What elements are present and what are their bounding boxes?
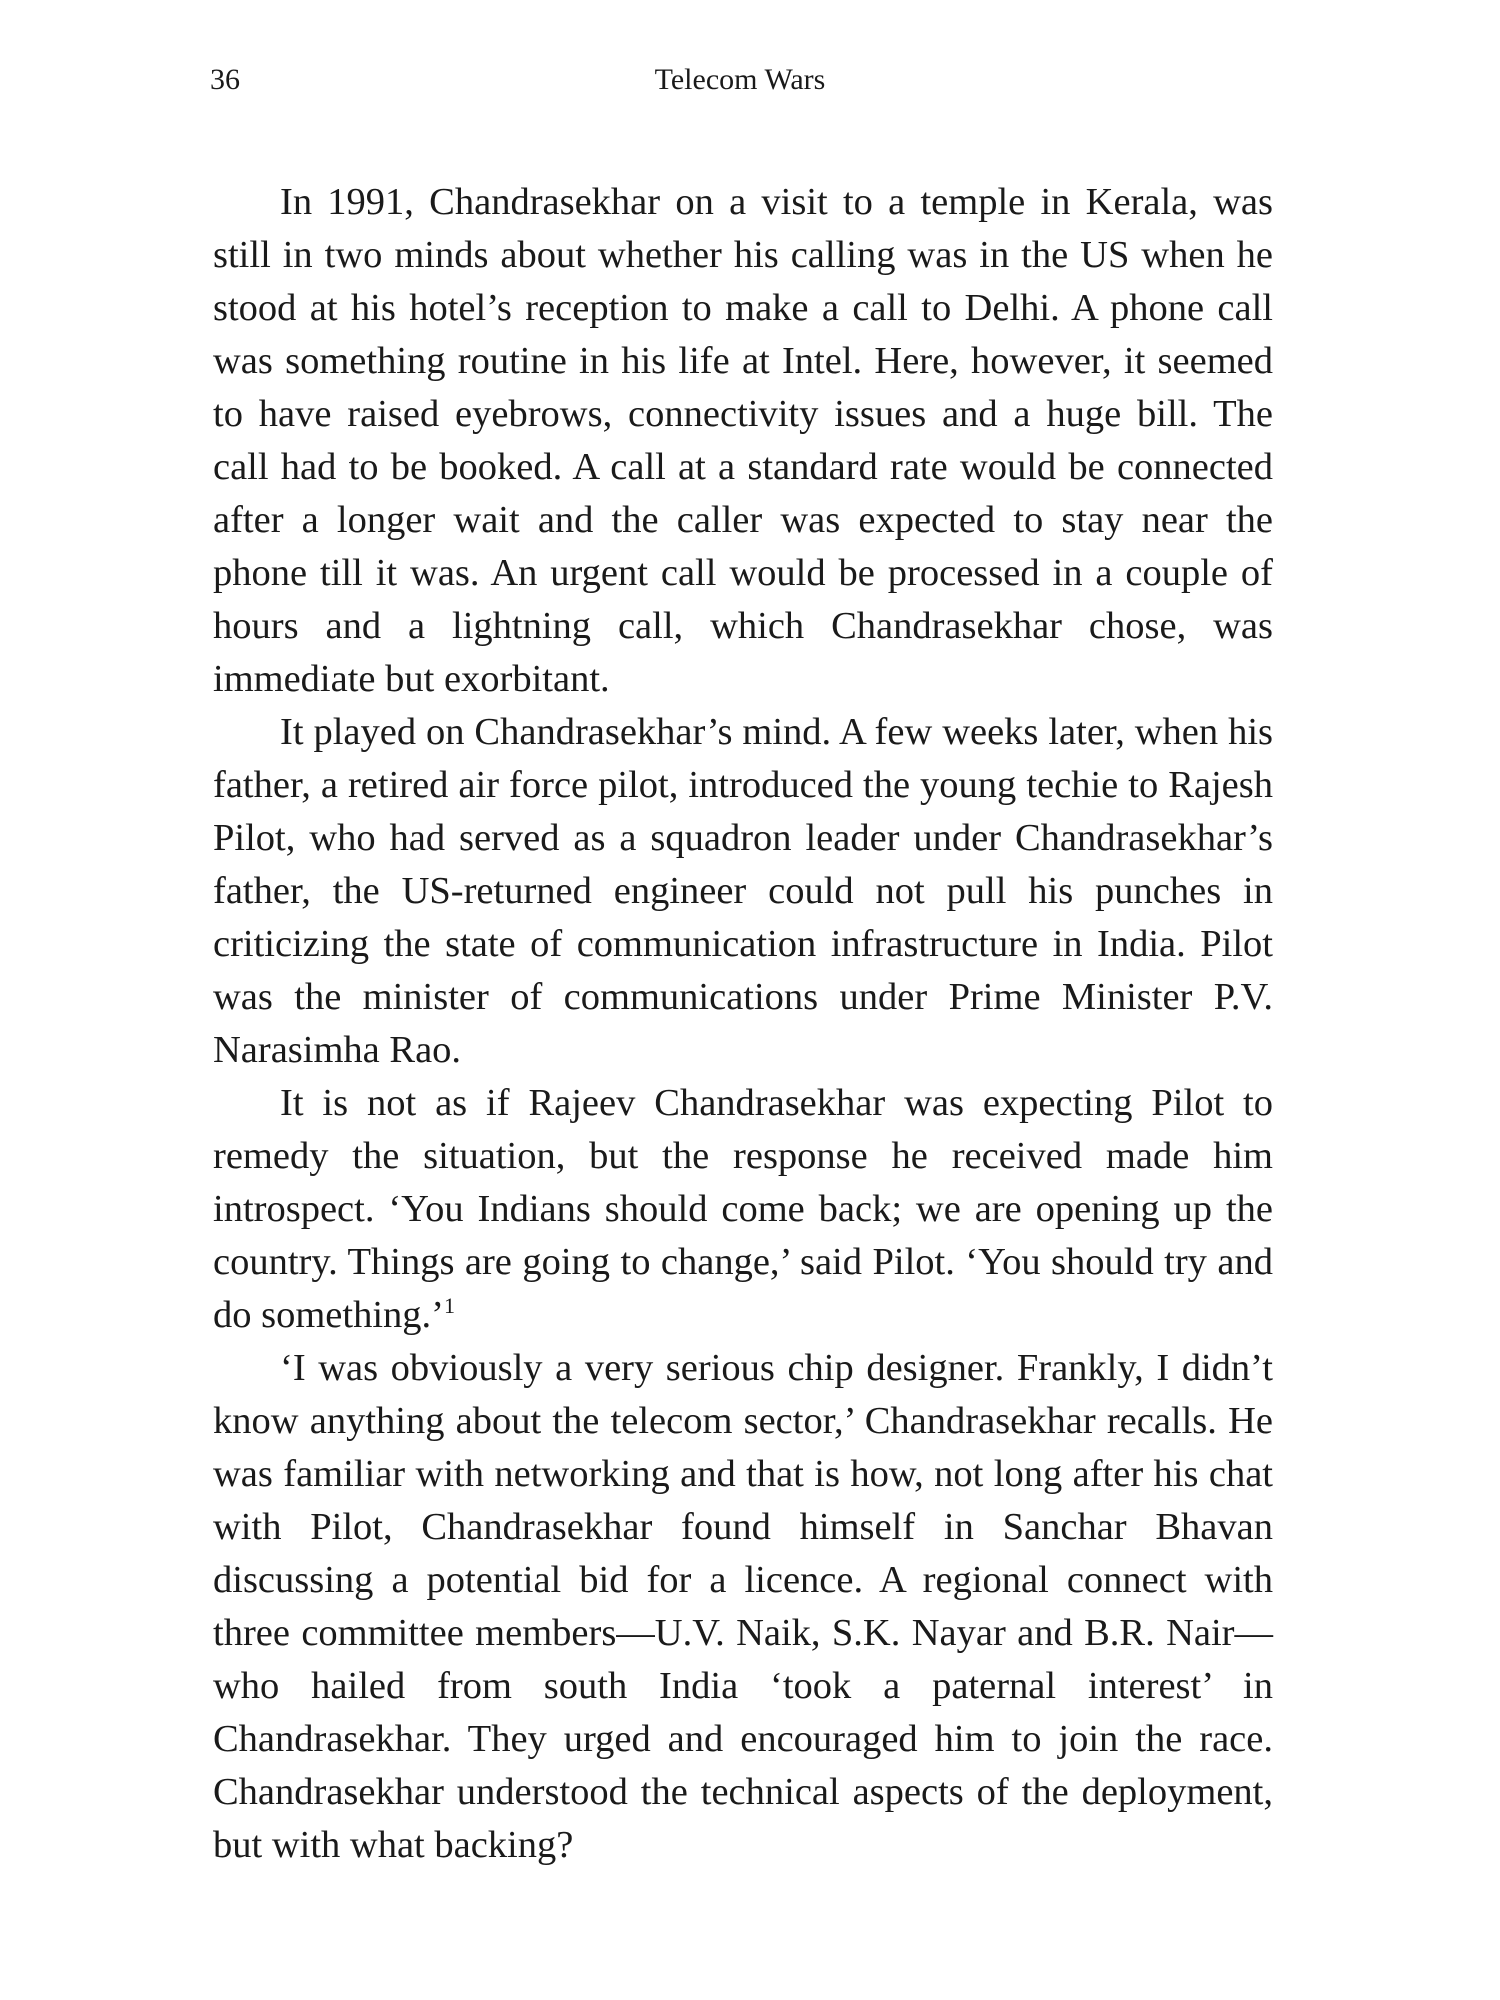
body-text bbox=[213, 176, 1273, 1872]
paragraph-1 bbox=[213, 176, 1273, 706]
paragraph-4 bbox=[213, 1342, 1273, 1872]
paragraph-text: It is not as if Rajeev Chandrasekhar was expecting Pilot to remedy the situation, but the response he received made him introspect. ‘You Indians should come back; we are opening up the country. Things are going to change,’ said Pilot. ‘You should try and do something.’ bbox=[213, 1082, 1273, 1336]
paragraph-2 bbox=[213, 706, 1273, 1077]
book-title: Telecom Wars bbox=[654, 63, 826, 96]
paragraph-text: ‘I was obviously a very serious chip designer. Frankly, I didn’t know anything about the telecom sector,’ Chandrasekhar recalls. He was familiar with networking and that is how, not long after his chat with Pilot, Chandrasekhar found himself in Sanchar Bhavan discussing a potential bid for a licence. A regional connect with three committee members—U.V. Naik, S.K. Nayar and B.R. Nair—who hailed from south India ‘took a paternal interest’ in Chandrasekhar. They urged and encouraged him to join the race. Chandrasekhar understood the technical aspects of the deployment, but with what backing? bbox=[213, 1347, 1273, 1866]
paragraph-text: It played on Chandrasekhar’s mind. A few weeks later, when his father, a retired air force pilot, introduced the young techie to Rajesh Pilot, who had served as a squadron leader under Chandrasekhar’s father, the US-returned engineer could not pull his punches in criticizing the state of communication infrastructure in India. Pilot was the minister of communications under Prime Minister P.V. Narasimha Rao. bbox=[213, 711, 1273, 1071]
paragraph-3 bbox=[213, 1077, 1273, 1342]
running-head bbox=[210, 60, 1270, 100]
paragraph-text: In 1991, Chandrasekhar on a visit to a temple in Kerala, was still in two minds about whether his calling was in the US when he stood at his hotel’s reception to make a call to Delhi. A phone call was something routine in his life at Intel. Here, however, it seemed to have raised eyebrows, connectivity issues and a huge bill. The call had to be booked. A call at a standard rate would be connected after a longer wait and the caller was expected to stay near the phone till it was. An urgent call would be processed in a couple of hours and a lightning call, which Chandrasekhar chose, was immediate but exorbitant. bbox=[213, 181, 1273, 700]
page-number: 36 bbox=[210, 63, 240, 96]
footnote-reference[interactable]: 1 bbox=[443, 1293, 455, 1319]
